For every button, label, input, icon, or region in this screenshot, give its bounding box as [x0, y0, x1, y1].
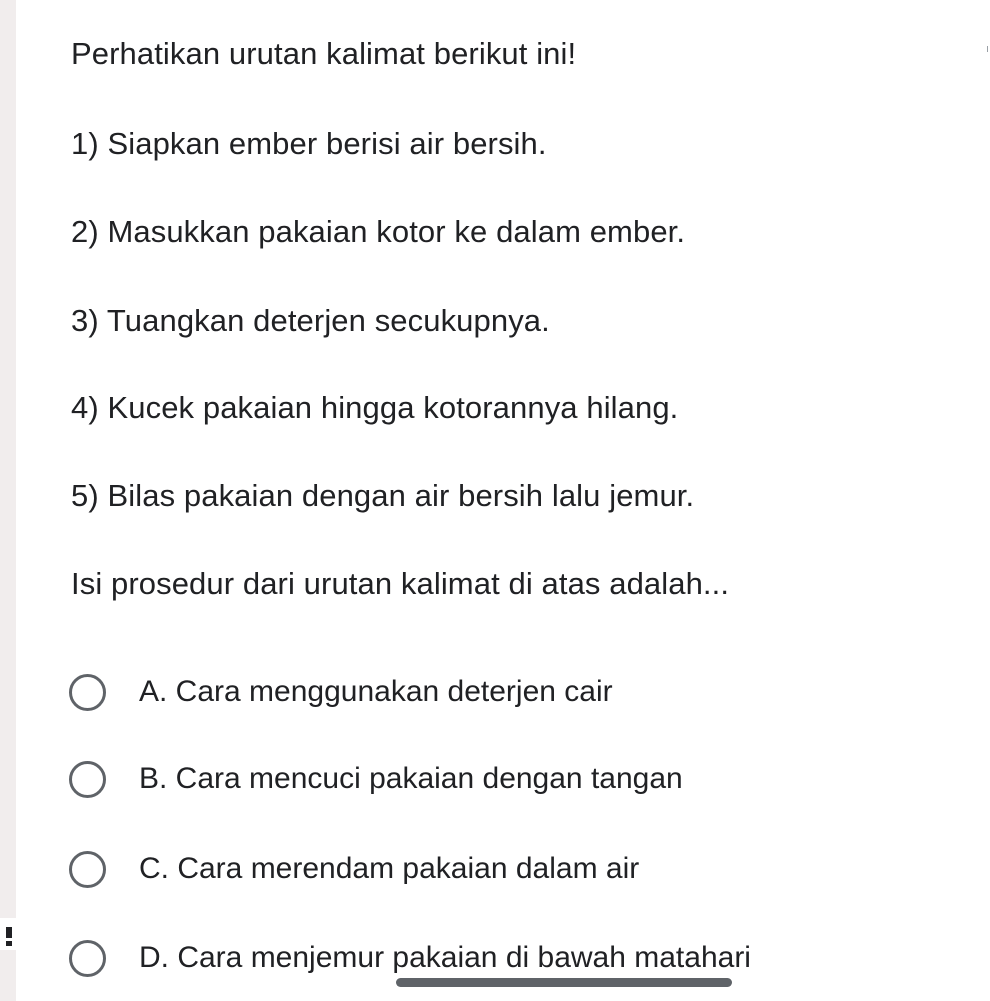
radio-unchecked-icon[interactable]	[69, 674, 106, 711]
option-label: A. Cara menggunakan deterjen cair	[139, 675, 613, 708]
step-5: 5) Bilas pakaian dengan air bersih lalu jemur.	[71, 478, 695, 513]
radio-unchecked-icon[interactable]	[69, 761, 106, 798]
left-rail	[0, 0, 16, 1001]
step-4: 4) Kucek pakaian hingga kotorannya hilang.	[71, 390, 679, 425]
option-b[interactable]	[69, 755, 683, 803]
option-label: B. Cara mencuci pakaian dengan tangan	[139, 762, 683, 795]
scroll-indicator[interactable]	[396, 978, 732, 987]
step-2: 2) Masukkan pakaian kotor ke dalam ember.	[71, 214, 686, 249]
corner-mark	[987, 46, 988, 52]
option-d[interactable]	[69, 934, 751, 982]
question-prompt: Isi prosedur dari urutan kalimat di atas adalah...	[71, 566, 730, 601]
exclamation-bar	[6, 927, 12, 938]
option-a[interactable]	[69, 668, 613, 716]
radio-unchecked-icon[interactable]	[69, 940, 106, 977]
question-intro: Perhatikan urutan kalimat berikut ini!	[71, 36, 577, 71]
option-label: C. Cara merendam pakaian dalam air	[139, 852, 640, 885]
radio-unchecked-icon[interactable]	[69, 851, 106, 888]
step-3: 3) Tuangkan deterjen secukupnya.	[71, 303, 550, 338]
step-1: 1) Siapkan ember berisi air bersih.	[71, 126, 547, 161]
option-label: D. Cara menjemur pakaian di bawah matahari	[139, 941, 751, 974]
option-c[interactable]	[69, 845, 639, 893]
exclamation-dot	[6, 941, 12, 946]
exclamation-icon	[0, 918, 28, 950]
